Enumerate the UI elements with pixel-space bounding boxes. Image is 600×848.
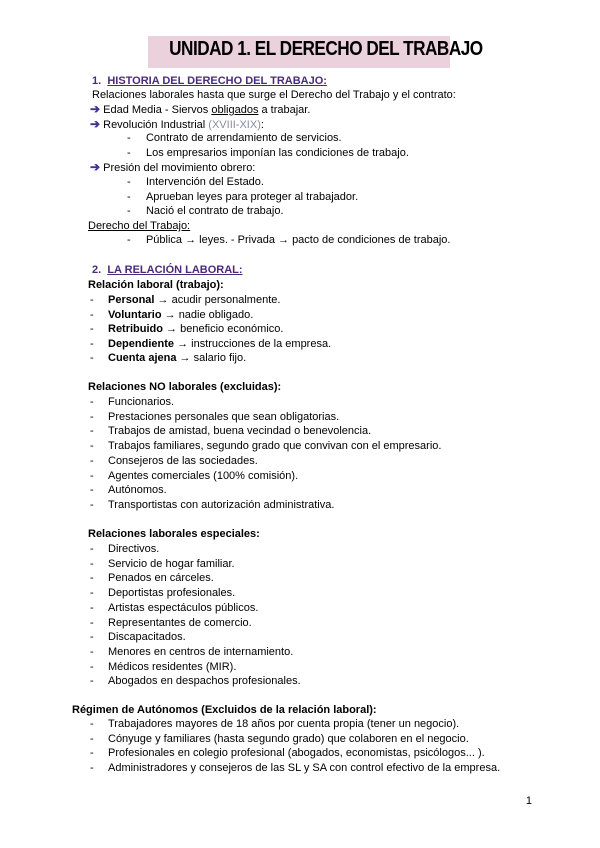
list-item: Deportistas profesionales. xyxy=(108,587,236,600)
section-2-heading xyxy=(92,263,243,277)
list-item-definition: → nadie obligado. xyxy=(161,308,254,321)
list-item: Médicos residentes (MIR). xyxy=(108,660,237,673)
list-dash: - xyxy=(90,660,94,673)
especiales-title: Relaciones laborales especiales: xyxy=(88,528,260,540)
list-dash: - xyxy=(90,732,94,745)
list-dash: - xyxy=(90,631,94,644)
list-item: Trabajos de amistad, buena vecindad o benevolencia. xyxy=(108,425,372,438)
list-item-definition: → salario fijo. xyxy=(176,352,247,365)
list-dash: - xyxy=(90,484,94,497)
section-1-heading xyxy=(92,74,327,88)
list-dash: - xyxy=(90,498,94,511)
list-item-definition: → instrucciones de la empresa. xyxy=(174,337,332,350)
list-dash: - xyxy=(90,440,94,453)
list-dash: - xyxy=(90,587,94,600)
page-title: UNIDAD 1. EL DERECHO DEL TRABAJO xyxy=(169,38,483,60)
list-dash: - xyxy=(90,543,94,555)
title-highlight xyxy=(148,36,483,68)
list-dash: - xyxy=(90,747,94,760)
list-dash: - xyxy=(90,718,94,730)
list-item xyxy=(108,337,331,351)
list-item: Profesionales en colegio profesional (abogados, economistas, psicólogos... ). xyxy=(108,747,485,760)
list-item: Administradores y consejeros de las SL y SA con control efectivo de la empresa. xyxy=(108,762,501,775)
list-item: Funcionarios. xyxy=(108,396,175,408)
list-item: Servicio de hogar familiar. xyxy=(108,557,235,570)
list-item: Autónomos. xyxy=(108,484,167,497)
list-item: Menores en centros de internamiento. xyxy=(108,645,294,658)
arrow-right-icon: ➔ xyxy=(90,102,101,116)
list-item: Abogados en despachos profesionales. xyxy=(108,675,301,688)
list-item: - Contrato de arrendamiento de servicios. xyxy=(127,132,342,144)
list-item-definition: → acudir personalmente. xyxy=(154,294,281,306)
section-2-number: 2. xyxy=(92,264,102,276)
list-item-term: Dependiente xyxy=(108,337,175,350)
arrow-right-icon: ➔ xyxy=(90,117,101,131)
list-item: - Los empresarios imponían las condiciones de trabajo. xyxy=(127,147,409,159)
list-item: Representantes de comercio. xyxy=(108,616,252,629)
page-number: 1 xyxy=(525,795,532,807)
list-item: - Nació el contrato de trabajo. xyxy=(127,205,284,217)
list-item: Penados en cárceles. xyxy=(108,572,214,585)
list-dash: - xyxy=(90,352,94,365)
list-item xyxy=(108,308,253,322)
list-dash: - xyxy=(90,616,94,629)
list-dash: - xyxy=(90,308,94,321)
no-laborales-title: Relaciones NO laborales (excluidas): xyxy=(88,381,282,393)
section-1-title: HISTORIA DEL DERECHO DEL TRABAJO: xyxy=(107,75,327,87)
list-dash: - xyxy=(90,294,94,306)
list-item-term: Retribuido xyxy=(108,323,163,336)
list-dash: - xyxy=(90,572,94,585)
list-item: - Pública → leyes. - Privada → pacto de condiciones de trabajo. xyxy=(127,234,451,246)
list-dash: - xyxy=(90,675,94,688)
list-dash: - xyxy=(90,469,94,482)
list-item: - Intervención del Estado. xyxy=(127,176,264,188)
list-dash: - xyxy=(90,645,94,658)
list-item: Transportistas con autorización administrativa. xyxy=(108,498,335,511)
arrow-right-icon: ➔ xyxy=(90,160,101,174)
list-item-definition: → beneficio económico. xyxy=(163,323,284,336)
list-item-term: Personal xyxy=(108,294,155,306)
list-dash: - xyxy=(90,425,94,438)
list-item xyxy=(108,322,283,336)
list-item: Directivos. xyxy=(108,543,160,555)
list-item-term: Voluntario xyxy=(108,308,162,321)
bullet-revolucion: ➔ Revolución Industrial (XVIII-XIX): xyxy=(90,117,264,131)
list-dash: - xyxy=(90,323,94,336)
relacion-laboral-title: Relación laboral (trabajo): xyxy=(88,279,224,291)
list-item: Trabajos familiares, segundo grado que convivan con el empresario. xyxy=(108,440,442,453)
list-dash: - xyxy=(90,410,94,423)
list-item xyxy=(108,351,246,365)
list-dash: - xyxy=(90,396,94,408)
bullet-edad-media: ➔ Edad Media - Siervos obligados a trabajar. xyxy=(90,102,311,116)
derecho-label: Derecho del Trabajo: xyxy=(88,220,191,232)
list-item: - Aprueban leyes para proteger al trabajador. xyxy=(127,191,359,203)
list-item: Prestaciones personales que sean obligatorias. xyxy=(108,410,340,423)
section-2-title: LA RELACIÓN LABORAL: xyxy=(107,264,243,276)
list-dash: - xyxy=(90,337,94,350)
list-item: Consejeros de las sociedades. xyxy=(108,454,258,467)
list-dash: - xyxy=(90,601,94,614)
list-dash: - xyxy=(90,454,94,467)
list-item: Agentes comerciales (100% comisión). xyxy=(108,469,299,482)
section-1-intro: Relaciones laborales hasta que surge el Derecho del Trabajo y el contrato: xyxy=(92,89,456,101)
list-item: Trabajadores mayores de 18 años por cuenta propia (tener un negocio). xyxy=(108,718,460,730)
autonomos-title: Régimen de Autónomos (Excluidos de la relación laboral): xyxy=(72,704,377,716)
list-item: Discapacitados. xyxy=(108,631,186,644)
list-dash: - xyxy=(90,762,94,775)
list-item: Cónyuge y familiares (hasta segundo grado) que colaboren en el negocio. xyxy=(108,732,469,745)
list-dash: - xyxy=(90,557,94,570)
list-item-term: Cuenta ajena xyxy=(108,352,177,365)
section-1-number: 1. xyxy=(92,75,102,87)
list-item xyxy=(108,293,280,307)
list-item: Artistas espectáculos públicos. xyxy=(108,601,259,614)
bullet-presion: ➔ Presión del movimiento obrero: xyxy=(90,160,256,174)
